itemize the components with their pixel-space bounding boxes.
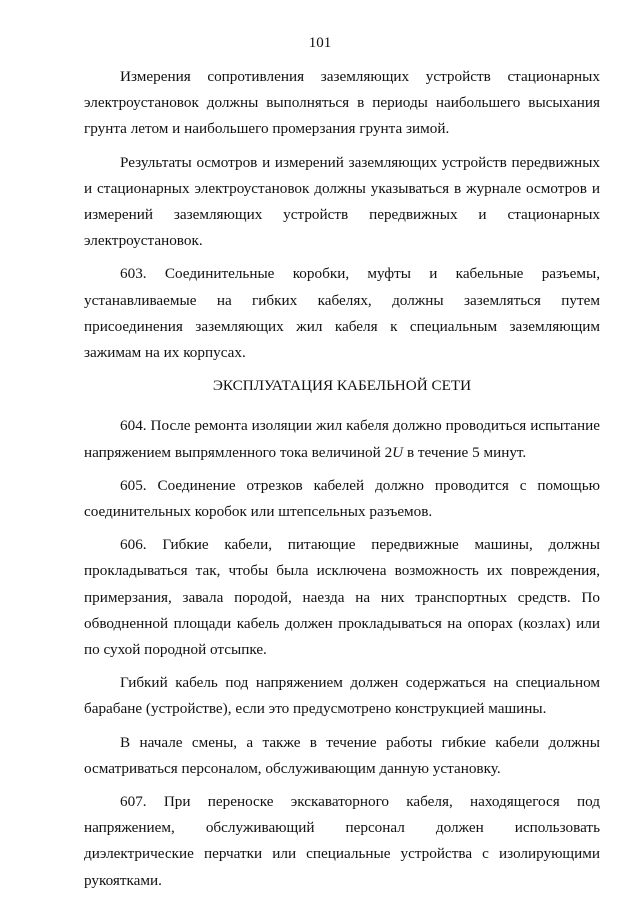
paragraph-604-text-end: в течение 5 минут. [403, 443, 527, 461]
paragraph-605: 605. Соединение отрезков кабелей должно проводится с помощью соединительных коробок или штепсельных разъемов. [84, 476, 600, 521]
page-number: 101 [308, 35, 332, 51]
document-body [84, 64, 600, 901]
paragraph-inspection-results: Результаты осмотров и измерений заземляющих устройств передвижных и стационарных электроустановок должны указываться в журнале осмотров и измерений заземляющих устройств передвижных и стационарных электроустановок. [84, 153, 600, 250]
paragraph-607: 607. При переноске экскаваторного кабеля, находящегося под напряжением, обслуживающий персонал должен использовать диэлектрические перчатки или специальные устройства с изолирующими рукоятками. [84, 793, 600, 889]
paragraph-604-text: 604. После ремонта изоляции жил кабеля должно проводиться испытание напряжением выпрямленного тока величиной 2 [84, 417, 600, 461]
paragraph-grounding-measurement: Измерения сопротивления заземляющих устройств стационарных электроустановок должны выполняться в периоды наибольшего высыхания грунта летом и наибольшего промерзания грунта зимой. [84, 68, 600, 138]
section-heading: ЭКСПЛУАТАЦИЯ КАБЕЛЬНОЙ СЕТИ [212, 377, 472, 395]
paragraph-shift-inspection: В начале смены, а также в течение работы гибкие кабели должны осматриваться персоналом, обслуживающим данную установку. [84, 733, 600, 777]
voltage-variable: U [392, 443, 404, 461]
paragraph-606: 606. Гибкие кабели, питающие передвижные машины, должны прокладываться так, чтобы была исключена возможность их повреждения, примерзания, завала породой, наезда на них транспортных средств. По обводненной площади кабель должен прокладываться на опорах (козлах) или по сухой породной отсыпке. [84, 536, 600, 659]
paragraph-603: 603. Соединительные коробки, муфты и кабельные разъемы, устанавливаемые на гибких кабелях, должны заземляться путем присоединения заземляющих жил кабеля к специальным заземляющим зажимам на их корпусах. [84, 265, 600, 362]
paragraph-604 [84, 413, 600, 465]
paragraph-flexible-cable-drum: Гибкий кабель под напряжением должен содержаться на специальном барабане (устройстве), если это предусмотрено конструкцией машины. [84, 674, 600, 718]
